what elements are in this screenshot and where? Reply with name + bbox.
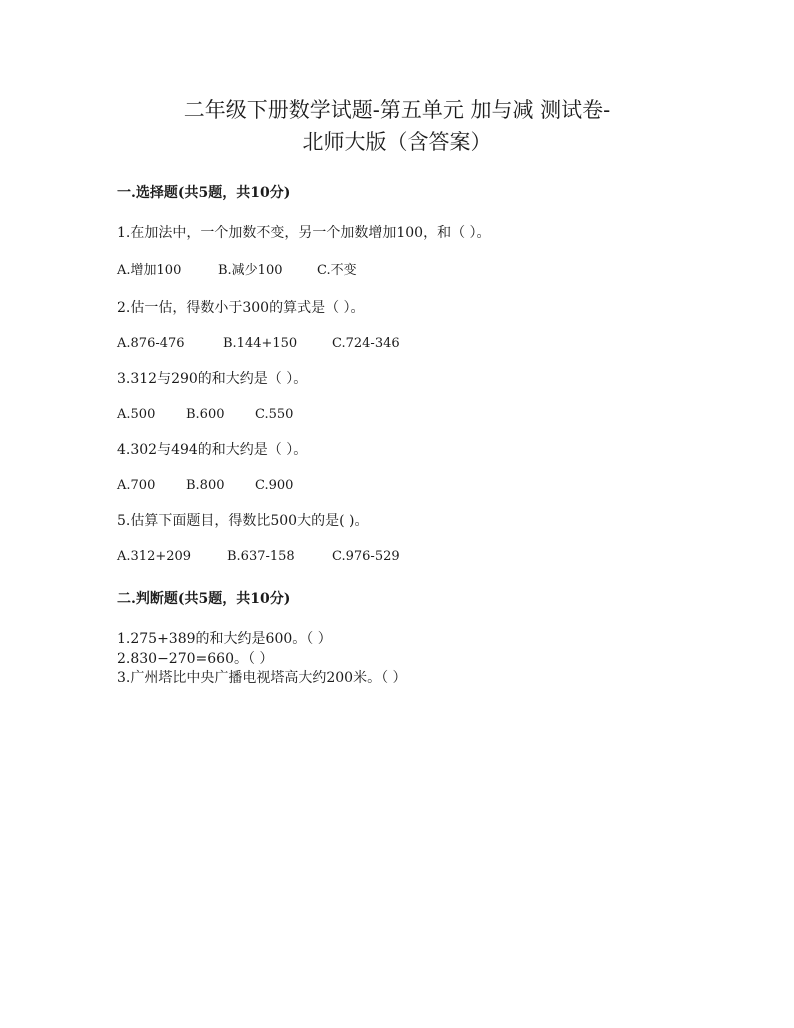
option-b: B.800 [186, 478, 225, 493]
option-b: B.减少100 [218, 263, 283, 278]
option-a: A.增加100 [117, 263, 182, 278]
option-c: C.900 [255, 478, 294, 493]
question-5: 5.估算下面题目，得数比500大的是( )。 [117, 513, 369, 529]
judge-item-1: 1.275+389的和大约是600。（ ） [117, 631, 332, 647]
option-b: B.144+150 [223, 336, 298, 351]
option-b: B.600 [186, 407, 225, 422]
option-a: A.500 [117, 407, 156, 422]
option-c: C.724-346 [332, 336, 400, 351]
option-c: C.550 [255, 407, 294, 422]
option-a: A.312+209 [117, 549, 192, 564]
option-a: A.700 [117, 478, 156, 493]
page-title-line1: 二年级下册数学试题-第五单元 加与减 测试卷- [183, 98, 611, 122]
question-1: 1.在加法中，一个加数不变，另一个加数增加100，和（ ）。 [117, 225, 491, 241]
question-4: 4.302与494的和大约是（ ）。 [117, 442, 308, 458]
question-3: 3.312与290的和大约是（ ）。 [117, 371, 308, 387]
option-c: C.不变 [317, 263, 357, 278]
section1-heading: 一.选择题(共5题，共10分) [117, 185, 291, 201]
judge-item-3: 3.广州塔比中央广播电视塔高大约200米。（ ） [117, 670, 407, 686]
option-a: A.876-476 [117, 336, 185, 351]
question-2: 2.估一估，得数小于300的算式是（ ）。 [117, 300, 365, 316]
section2-heading: 二.判断题(共5题，共10分) [117, 591, 291, 607]
option-c: C.976-529 [332, 549, 400, 564]
judge-item-2: 2.830−270=660。（ ） [117, 651, 274, 667]
option-b: B.637-158 [227, 549, 295, 564]
page-title-line2: 北师大版（含答案） [302, 130, 492, 154]
